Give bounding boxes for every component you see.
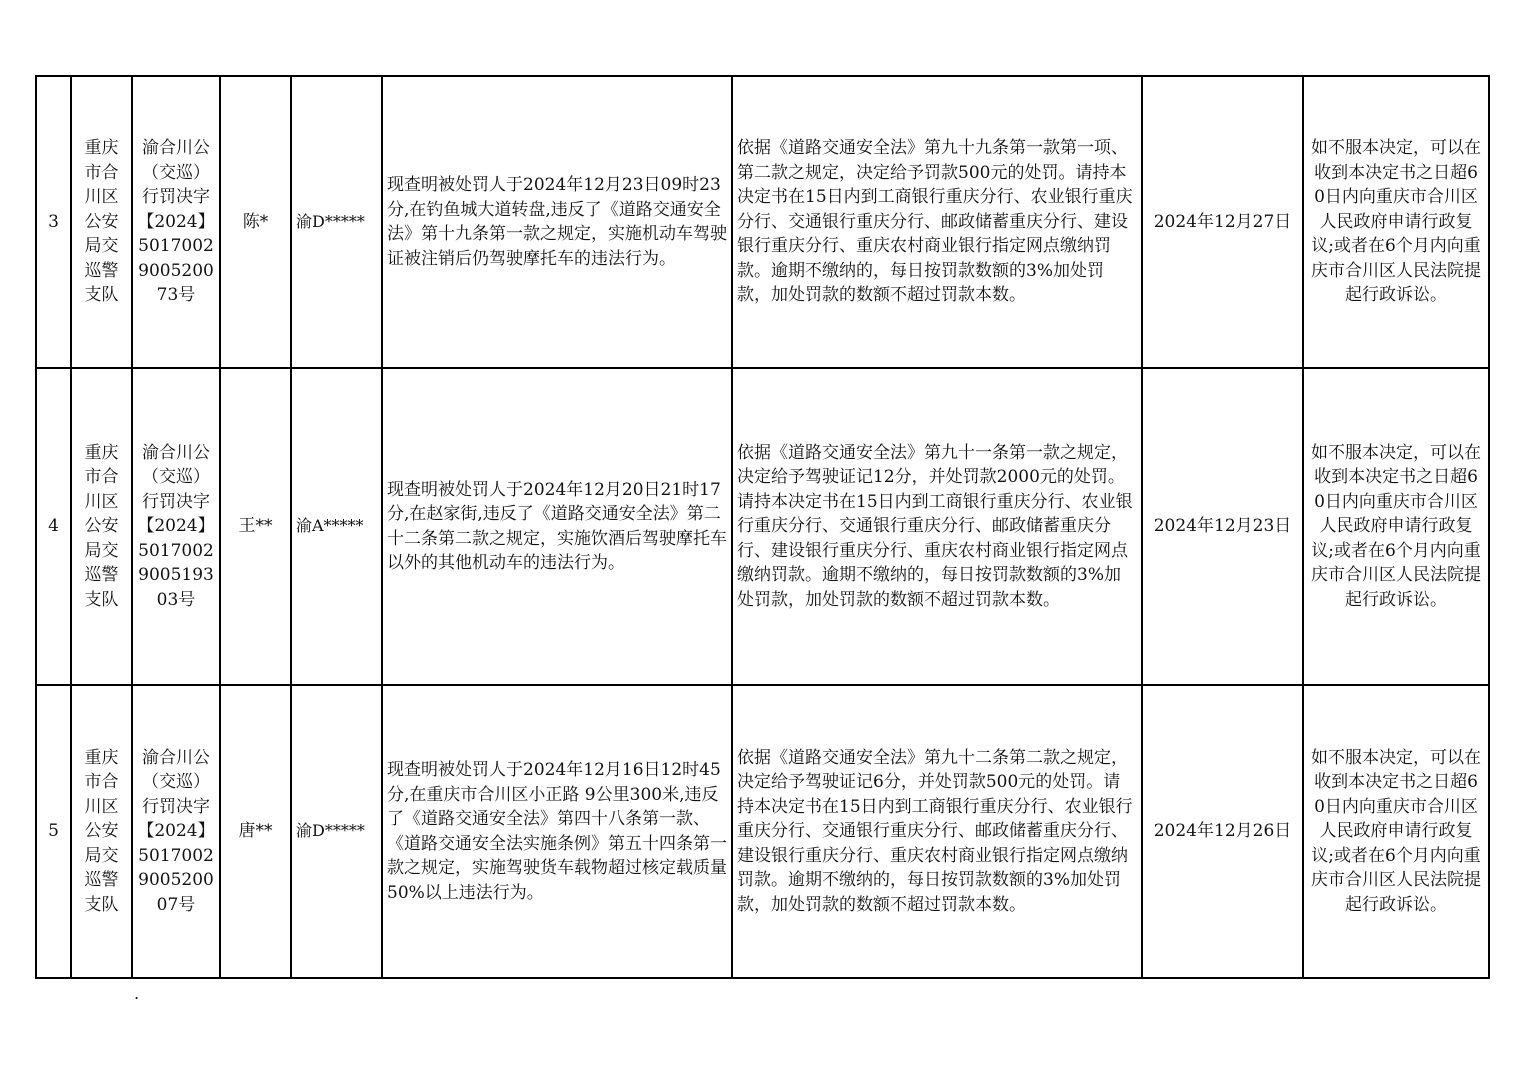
decision-date: 2024年12月27日 (1142, 76, 1303, 368)
legal-remedy: 如不服本决定，可以在收到本决定书之日超60日内向重庆市合川区人民政府申请行政复议;或者在6个月内向重庆市合川区人民法院提起行政诉讼。 (1303, 685, 1489, 978)
table-row (36, 685, 1489, 978)
violation-facts: 现查明被处罚人于2024年12月20日21时17分,在赵家街,违反了《道路交通安全法》第二十二条第二款之规定，实施饮酒后驾驶摩托车以外的其他机动车的违法行为。 (382, 368, 732, 685)
footer-dot: . (134, 984, 140, 1003)
decision-number: 渝合川公（交巡）行罚决字【2024】5017002900520073号 (132, 76, 220, 368)
enforcement-agency: 重庆市合川区公安局交巡警支队 (71, 685, 132, 978)
row-index: 3 (36, 76, 71, 368)
legal-remedy: 如不服本决定，可以在收到本决定书之日超60日内向重庆市合川区人民政府申请行政复议;或者在6个月内向重庆市合川区人民法院提起行政诉讼。 (1303, 368, 1489, 685)
violation-facts: 现查明被处罚人于2024年12月23日09时23分,在钓鱼城大道转盘,违反了《道路交通安全法》第十九条第一款之规定，实施机动车驾驶证被注销后仍驾驶摩托车的违法行为。 (382, 76, 732, 368)
table-row (36, 76, 1489, 368)
offender-name: 王** (220, 368, 291, 685)
table-row (36, 368, 1489, 685)
decision-date: 2024年12月26日 (1142, 685, 1303, 978)
decision-number: 渝合川公（交巡）行罚决字【2024】5017002900519303号 (132, 368, 220, 685)
offender-name: 陈* (220, 76, 291, 368)
enforcement-agency: 重庆市合川区公安局交巡警支队 (71, 368, 132, 685)
license-plate: 渝A***** (291, 368, 382, 685)
row-index: 5 (36, 685, 71, 978)
penalty-basis: 依据《道路交通安全法》第九十九条第一款第一项、第二款之规定，决定给予罚款500元的处罚。请持本决定书在15日内到工商银行重庆分行、农业银行重庆分行、交通银行重庆分行、邮政储蓄重庆分行、建设银行重庆分行、重庆农村商业银行指定网点缴纳罚款。逾期不缴纳的，每日按罚款数额的3%加处罚款，加处罚款的数额不超过罚款本数。 (732, 76, 1142, 368)
decision-date: 2024年12月23日 (1142, 368, 1303, 685)
license-plate: 渝D***** (291, 76, 382, 368)
license-plate: 渝D***** (291, 685, 382, 978)
offender-name: 唐** (220, 685, 291, 978)
enforcement-agency: 重庆市合川区公安局交巡警支队 (71, 76, 132, 368)
penalty-basis: 依据《道路交通安全法》第九十二条第二款之规定，决定给予驾驶证记6分，并处罚款500元的处罚。请持本决定书在15日内到工商银行重庆分行、农业银行重庆分行、交通银行重庆分行、邮政储蓄重庆分行、建设银行重庆分行、重庆农村商业银行指定网点缴纳罚款。逾期不缴纳的，每日按罚款数额的3%加处罚款，加处罚款的数额不超过罚款本数。 (732, 685, 1142, 978)
decision-number: 渝合川公（交巡）行罚决字【2024】5017002900520007号 (132, 685, 220, 978)
violation-facts: 现查明被处罚人于2024年12月16日12时45分,在重庆市合川区小正路 9公里300米,违反了《道路交通安全法》第四十八条第一款、《道路交通安全法实施条例》第五十四条第一款之规定，实施驾驶货车载物超过核定载质量50%以上违法行为。 (382, 685, 732, 978)
row-index: 4 (36, 368, 71, 685)
penalty-basis: 依据《道路交通安全法》第九十一条第一款之规定，决定给予驾驶证记12分，并处罚款2000元的处罚。请持本决定书在15日内到工商银行重庆分行、农业银行重庆分行、交通银行重庆分行、邮政储蓄重庆分行、建设银行重庆分行、重庆农村商业银行指定网点缴纳罚款。逾期不缴纳的，每日按罚款数额的3%加处罚款，加处罚款的数额不超过罚款本数。 (732, 368, 1142, 685)
penalty-decision-table (35, 75, 1490, 979)
legal-remedy: 如不服本决定，可以在收到本决定书之日超60日内向重庆市合川区人民政府申请行政复议;或者在6个月内向重庆市合川区人民法院提起行政诉讼。 (1303, 76, 1489, 368)
